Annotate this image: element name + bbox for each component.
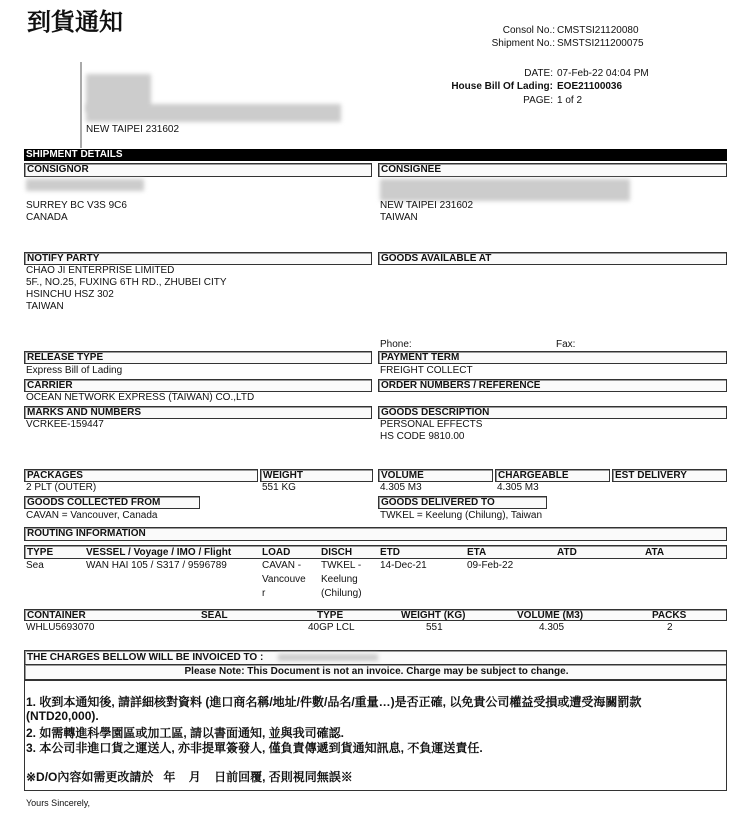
weight-value: 551 KG [262,482,296,493]
routing-col-atd: ATD [557,547,577,558]
consignor-label: CONSIGNOR [24,163,372,177]
routing-col-vessel: VESSEL / Voyage / IMO / Flight [86,547,232,558]
section-shipment-details: SHIPMENT DETAILS [24,149,727,161]
routing-col-load: LOAD [262,547,291,558]
chargeable-value: 4.305 M3 [497,482,539,493]
charges-note: Please Note: This Document is not an invoice. Charge may be subject to change. [24,664,727,680]
redacted-invoice-party [278,654,378,661]
consignee-line: TAIWAN [380,212,418,223]
payment-term-value: FREIGHT COLLECT [380,365,473,376]
addressee-city: NEW TAIPEI 231602 [86,124,180,135]
container-weight: 551 [426,622,443,633]
volume-value: 4.305 M3 [380,482,422,493]
document-title: 到貨通知 [27,9,123,36]
routing-etd: 14-Dec-21 [380,560,427,571]
release-type-label: RELEASE TYPE [24,351,372,364]
routing-col-eta: ETA [467,547,487,558]
container-header [24,609,727,621]
notify-line: TAIWAN [26,301,64,312]
fax-label: Fax: [556,339,576,350]
notify-label: NOTIFY PARTY [24,252,372,265]
routing-type: Sea [26,560,44,571]
routing-col-ata: ATA [645,547,665,558]
container-col-container: CONTAINER [27,610,86,621]
hbl-label: House Bill Of Lading: [451,81,553,92]
routing-vessel: WAN HAI 105 / S317 / 9596789 [86,560,227,571]
goods-description-label: GOODS DESCRIPTION [378,406,727,419]
routing-col-type: TYPE [27,547,54,558]
routing-disch: (Chilung) [321,588,362,599]
page-value: 1 of 2 [557,95,583,106]
consignor-line: SURREY BC V3S 9C6 [26,200,127,211]
consignee-label: CONSIGNEE [378,163,727,177]
notify-line: 5F., NO.25, FUXING 6TH RD., ZHUBEI CITY [26,277,227,288]
packages-label: PACKAGES [24,469,258,482]
date-label: DATE: [524,68,553,79]
chargeable-label: CHARGEABLE [495,469,610,482]
container-col-weight: WEIGHT (KG) [401,610,466,621]
phone-label: Phone: [380,339,412,350]
goods-available-label: GOODS AVAILABLE AT [378,252,727,265]
delivered-to-value: TWKEL = Keelung (Chilung), Taiwan [380,510,543,521]
routing-col-disch: DISCH [321,547,353,558]
routing-load: Vancouve [262,574,306,585]
container-col-packs: PACKS [652,610,687,621]
release-type-value: Express Bill of Lading [26,365,123,376]
carrier-label: CARRIER [24,379,372,392]
date-value: 07-Feb-22 04:04 PM [557,68,649,79]
closing: Yours Sincerely, [26,798,91,808]
goods-description-line: PERSONAL EFFECTS [380,419,483,430]
packages-value: 2 PLT (OUTER) [26,482,97,493]
container-number: WHLU5693070 [26,622,95,633]
routing-disch: Keelung [321,574,358,585]
delivered-to-label: GOODS DELIVERED TO [378,496,547,509]
container-col-volume: VOLUME (M3) [517,610,584,621]
marks-label: MARKS AND NUMBERS [24,406,372,419]
container-col-seal: SEAL [201,610,228,621]
consignee-line: NEW TAIPEI 231602 [380,200,474,211]
routing-disch: TWKEL - [321,560,362,571]
routing-load: r [262,588,266,599]
consignor-line: CANADA [26,212,68,223]
page-label: PAGE: [523,95,553,106]
routing-header [24,545,727,559]
container-packs: 2 [667,622,673,633]
consol-value: CMSTSI21120080 [557,25,639,36]
address-bar [80,62,82,148]
routing-col-etd: ETD [380,547,400,558]
notice-line-2: 2. 如需轉進科學園區或加工區, 請以書面通知, 並與我司確認. [26,726,345,740]
volume-label: VOLUME [378,469,493,482]
container-type: 40GP LCL [308,622,355,633]
weight-label: WEIGHT [260,469,373,482]
notify-line: CHAO JI ENTERPRISE LIMITED [26,265,175,276]
marks-value: VCRKEE-159447 [26,419,104,430]
routing-eta: 09-Feb-22 [467,560,514,571]
consol-label: Consol No.: [502,25,555,36]
redacted-address [86,104,341,122]
routing-title: ROUTING INFORMATION [24,527,727,541]
est-delivery-label: EST DELIVERY [612,469,727,482]
shipment-label: Shipment No.: [491,38,555,49]
redacted-consignee [380,179,630,201]
collected-from-value: CAVAN = Vancouver, Canada [26,510,158,521]
notice-line-4: ※D/O內容如需更改請於 年 月 日前回覆, 否則視同無誤※ [26,770,353,784]
notify-line: HSINCHU HSZ 302 [26,289,114,300]
notice-box [24,680,727,791]
carrier-value: OCEAN NETWORK EXPRESS (TAIWAN) CO.,LTD [26,392,255,403]
order-numbers-label: ORDER NUMBERS / REFERENCE [378,379,727,392]
redacted-consignor [26,179,144,191]
collected-from-label: GOODS COLLECTED FROM [24,496,200,509]
charges-title-text: THE CHARGES BELLOW WILL BE INVOICED TO : [27,652,264,663]
routing-load: CAVAN - [262,560,302,571]
hbl-value: EOE21100036 [557,81,623,92]
container-volume: 4.305 [539,622,565,633]
shipment-value: SMSTSI211200075 [557,38,644,49]
goods-description-line: HS CODE 9810.00 [380,431,465,442]
notice-line-3: 3. 本公司非進口貨之運送人, 亦非提單簽發人, 僅負責傳遞到貨通知訊息, 不負運送責任. [26,741,483,755]
payment-term-label: PAYMENT TERM [378,351,727,364]
notice-line-1: 1. 收到本通知後, 請詳細核對資料 (進口商名稱/地址/件數/品名/重量…)是否正確, 以免貴公司權益受損或遭受海關罰款 [26,695,642,709]
notice-line-1-cont: (NTD20,000). [26,709,99,723]
container-col-type: TYPE [317,610,344,621]
